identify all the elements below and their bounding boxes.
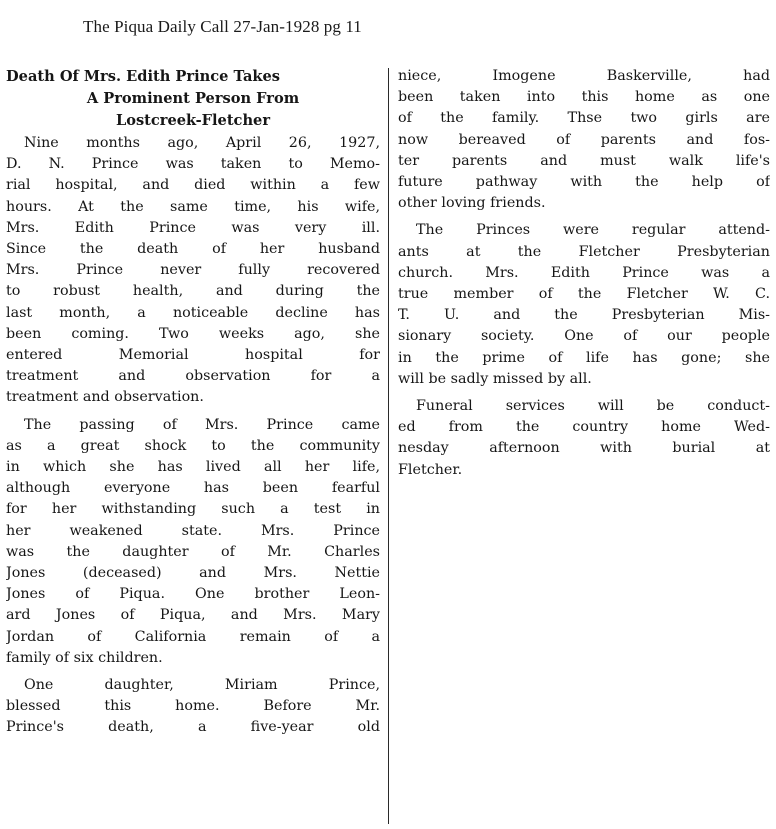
- text-line: future pathway with the help of: [398, 174, 770, 191]
- article-right-column: [398, 66, 770, 487]
- text-line: treatment and observation.: [6, 389, 204, 406]
- text-line: Since the death of her husband: [6, 241, 380, 258]
- text-line: sionary society. One of our people: [398, 328, 770, 345]
- text-line: true member of the Fletcher W. C.: [398, 286, 770, 303]
- text-line: to robust health, and during the: [6, 283, 380, 300]
- text-line: was the daughter of Mr. Charles: [6, 543, 380, 560]
- text-line: niece, Imogene Baskerville, had: [398, 68, 770, 84]
- paragraph-3: [6, 675, 380, 739]
- text-line: in which she has lived all her life,: [6, 459, 380, 476]
- text-line: church. Mrs. Edith Prince was a: [398, 264, 770, 281]
- text-line: Fletcher.: [398, 461, 463, 478]
- text-line: other loving friends.: [398, 195, 546, 212]
- text-line: treatment and observation for a: [6, 368, 380, 385]
- text-line: Jones of Piqua. One brother Leon-: [6, 586, 380, 603]
- clipping-caption: The Piqua Daily Call 27-Jan-1928 pg 11: [83, 17, 362, 36]
- text-line: Prince's death, a five-year old: [6, 719, 380, 736]
- paragraph-5: [398, 220, 770, 390]
- text-line: her weakened state. Mrs. Prince: [6, 522, 380, 539]
- text-line: Mrs. Prince never fully recovered: [6, 262, 380, 279]
- text-line: last month, a noticeable decline has: [6, 304, 380, 321]
- paragraph-4: [398, 66, 770, 214]
- text-line: entered Memorial hospital for: [6, 347, 380, 364]
- text-line: been taken into this home as one: [398, 89, 770, 106]
- text-line: The Princes were regular attend-: [416, 222, 770, 239]
- text-line: Jones (deceased) and Mrs. Nettie: [6, 565, 380, 582]
- text-line: The passing of Mrs. Prince came: [24, 416, 380, 433]
- headline-line-3: Lostcreek-Fletcher: [115, 112, 271, 129]
- text-line: will be sadly missed by all.: [398, 370, 592, 387]
- text-line: ants at the Fletcher Presbyterian: [398, 243, 770, 260]
- text-line: Funeral services will be conduct-: [416, 398, 770, 415]
- paragraph-1: [6, 133, 380, 409]
- text-line: nesday afternoon with burial at: [398, 440, 770, 457]
- text-line: blessed this home. Before Mr.: [6, 698, 380, 715]
- headline-line-2: A Prominent Person From: [86, 90, 300, 107]
- text-line: as a great shock to the community: [6, 437, 380, 454]
- text-line: for her withstanding such a test in: [6, 501, 380, 518]
- headline-line-1: Death Of Mrs. Edith Prince Takes: [6, 68, 281, 85]
- text-line: hours. At the same time, his wife,: [6, 198, 380, 215]
- paragraph-6: [398, 396, 770, 481]
- text-line: Nine months ago, April 26, 1927,: [24, 135, 380, 151]
- paragraph-2: [6, 415, 380, 669]
- text-line: rial hospital, and died within a few: [6, 177, 380, 194]
- text-line: One daughter, Miriam Prince,: [24, 677, 380, 694]
- text-line: ed from the country home Wed-: [398, 419, 770, 436]
- column-divider: [388, 68, 389, 824]
- text-line: ard Jones of Piqua, and Mrs. Mary: [6, 607, 380, 624]
- text-line: T. U. and the Presbyterian Mis-: [398, 307, 770, 324]
- text-line: been coming. Two weeks ago, she: [6, 325, 380, 342]
- text-line: D. N. Prince was taken to Memo-: [6, 156, 380, 173]
- text-line: family of six children.: [6, 649, 163, 666]
- text-line: Mrs. Edith Prince was very ill.: [6, 219, 380, 236]
- text-line: although everyone has been fearful: [6, 480, 380, 497]
- article-left-column: [6, 66, 380, 745]
- text-line: of the family. Thse two girls are: [398, 110, 770, 127]
- text-line: in the prime of life has gone; she: [398, 349, 770, 366]
- text-line: ter parents and must walk life's: [398, 152, 770, 169]
- text-line: now bereaved of parents and fos-: [398, 131, 770, 148]
- text-line: Jordan of California remain of a: [6, 628, 380, 645]
